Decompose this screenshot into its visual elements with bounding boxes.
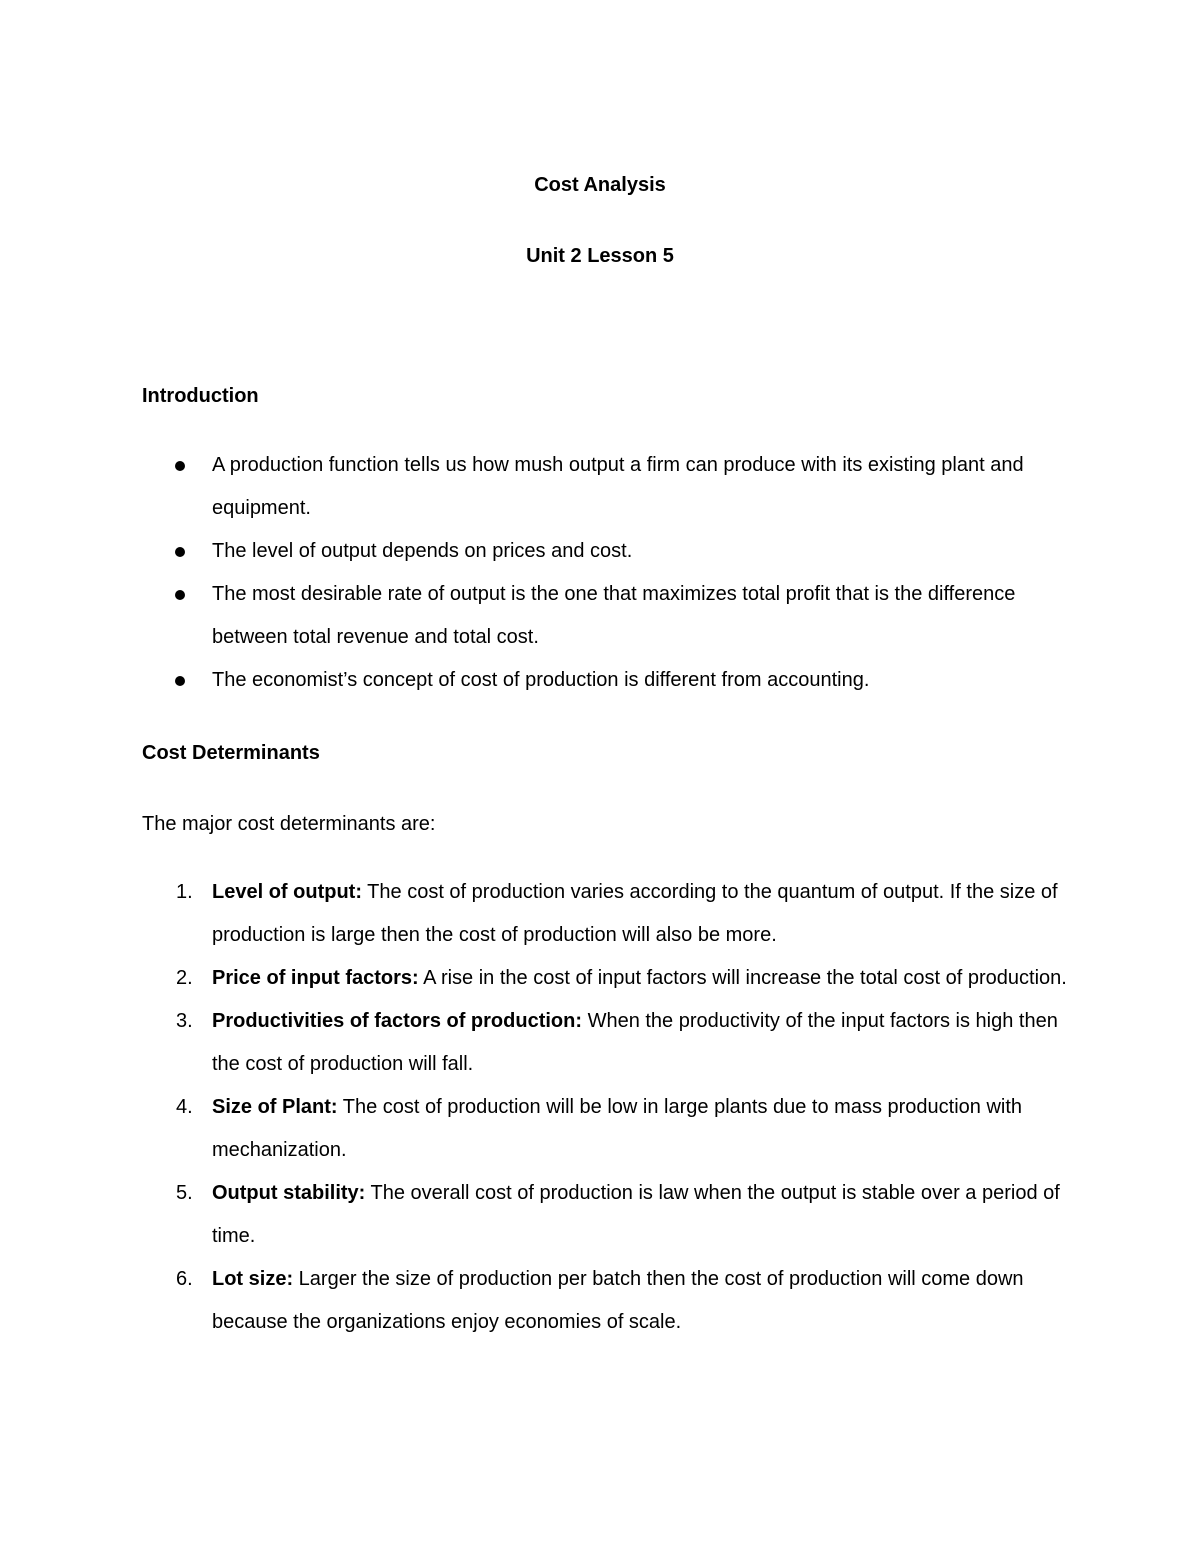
item-term: Productivities of factors of production: <box>212 1010 583 1032</box>
list-item <box>142 444 1072 530</box>
list-item <box>142 1172 1072 1258</box>
item-term: Level of output: <box>212 881 362 903</box>
cost-determinants-intro: The major cost determinants are: <box>142 813 436 835</box>
bullet-icon <box>175 676 185 686</box>
list-number: 3. <box>176 1010 193 1032</box>
bullet-icon <box>175 590 185 600</box>
bullet-text: A production function tells us how mush output a firm can produce with its existing plant and equipment. <box>212 454 1024 519</box>
list-item <box>142 871 1072 957</box>
item-text: The cost of production varies according to the quantum of output. If the size of production is large then the cost of production will also be more. <box>212 881 1058 946</box>
introduction-bullet-list <box>142 444 1072 702</box>
list-number: 5. <box>176 1182 193 1204</box>
item-text: The overall cost of production is law when the output is stable over a period of time. <box>212 1182 1060 1247</box>
item-text: Larger the size of production per batch then the cost of production will come down because the organizations enjoy economies of scale. <box>212 1268 1024 1333</box>
bullet-icon <box>175 461 185 471</box>
item-text: The cost of production will be low in large plants due to mass production with mechanization. <box>212 1096 1023 1161</box>
introduction-heading: Introduction <box>142 385 259 407</box>
list-number: 4. <box>176 1096 193 1118</box>
item-term: Lot size: <box>212 1268 294 1290</box>
item-text: A rise in the cost of input factors will increase the total cost of production. <box>418 967 1067 989</box>
item-term: Price of input factors: <box>212 967 419 989</box>
list-item <box>142 573 1072 659</box>
bullet-text: The most desirable rate of output is the one that maximizes total profit that is the difference between total revenue and total cost. <box>212 583 1016 648</box>
list-item <box>142 530 1072 573</box>
item-term: Output stability: <box>212 1182 366 1204</box>
item-text: When the productivity of the input factors is high then the cost of production will fall. <box>212 1010 1058 1075</box>
bullet-text: The economist’s concept of cost of production is different from accounting. <box>212 669 870 691</box>
list-item <box>142 1258 1072 1344</box>
list-number: 6. <box>176 1268 193 1290</box>
list-number: 2. <box>176 967 193 989</box>
document-subtitle: Unit 2 Lesson 5 <box>526 245 674 267</box>
bullet-text: The level of output depends on prices and cost. <box>212 540 633 562</box>
list-number: 1. <box>176 881 193 903</box>
item-term: Size of Plant: <box>212 1096 338 1118</box>
list-item <box>142 957 1072 1000</box>
bullet-icon <box>175 547 185 557</box>
cost-determinants-numbered-list <box>142 871 1072 1344</box>
list-item <box>142 1000 1072 1086</box>
document-title: Cost Analysis <box>534 174 666 196</box>
list-item <box>142 1086 1072 1172</box>
list-item <box>142 659 1072 702</box>
cost-determinants-heading: Cost Determinants <box>142 742 320 764</box>
